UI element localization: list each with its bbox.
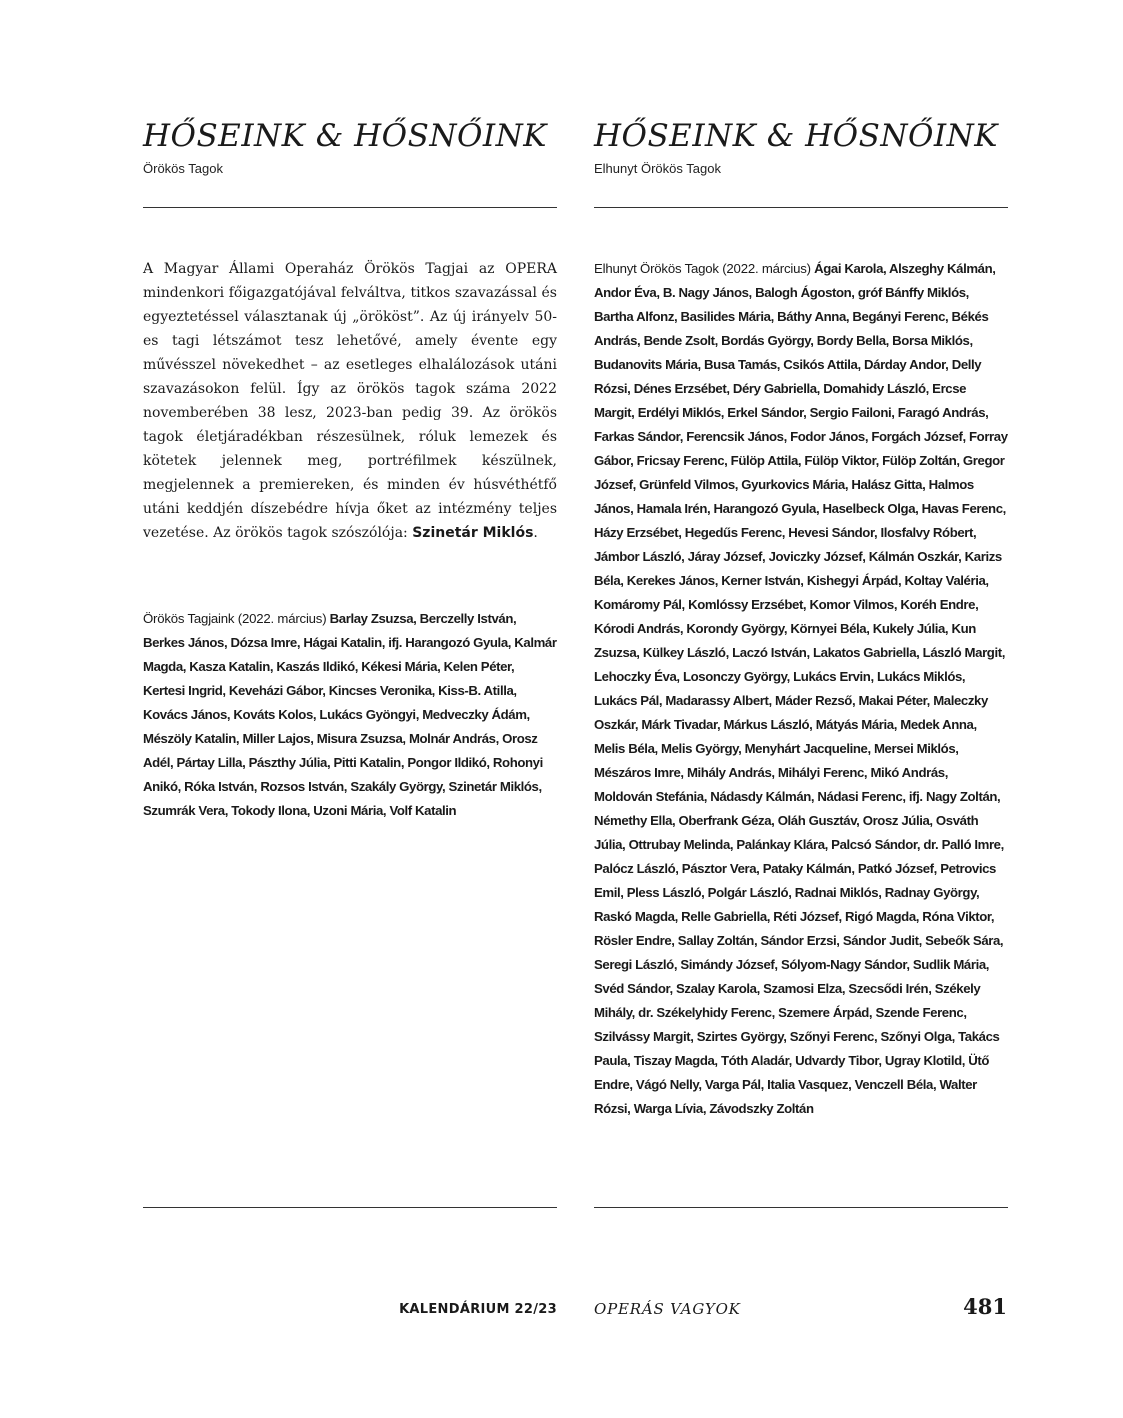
left-bottom-rule — [143, 1207, 557, 1208]
page-footer — [0, 1294, 1123, 1322]
intro-end: . — [533, 525, 538, 541]
deceased-list-lead: Elhunyt Örökös Tagok (2022. március) — [594, 261, 811, 276]
right-bottom-rule — [594, 1207, 1008, 1208]
deceased-list-names: Ágai Karola, Alszeghy Kálmán, Andor Éva, B. Nagy János, Balogh Ágoston, gróf Bánffy Miklós, Bartha Alfonz, Basilides Mária, Báthy Anna, Begányi Ferenc, Békés András, Bende Zsolt, Bordás György, Bordy Bella, Borsa Miklós, Budanovits Mária, Busa Tamás, Csikós Attila, Dárday Andor, Delly Rózsi, Dénes Erzsébet, Déry Gabriella, Domahidy László, Ercse Margit, Erdélyi Miklós, Erkel Sándor, Sergio Failoni, Faragó András, Farkas Sándor, Ferencsik János, Fodor János, Forgách József, Forray Gábor, Fricsay Ferenc, Fülöp Attila, Fülöp Viktor, Fülöp Zoltán, Gregor József, Grünfeld Vilmos, Gyurkovics Mária, Halász Gitta, Halmos János, Hamala Irén, Harangozó Gyula, Haselbeck Olga, Havas Ferenc, Házy Erzsébet, Hegedűs Ferenc, Hevesi Sándor, Ilosfalvy Róbert, Jámbor László, Járay József, Joviczky József, Kálmán Oszkár, Karizs Béla, Kerekes János, Kerner István, Kishegyi Árpád, Koltay Valéria, Komáromy Pál, Komlóssy Erzsébet, Komor Vilmos, Koréh Endre, Kórodi András, Korondy György, Környei Béla, Kukely Júlia, Kun Zsuzsa, Külkey László, Laczó István, Lakatos Gabriella, László Margit, Lehoczky Éva, Losonczy György, Lukács Ervin, Lukács Miklós, Lukács Pál, Madarassy Albert, Máder Rezső, Makai Péter, Maleczky Oszkár, Márk Tivadar, Márkus László, Mátyás Mária, Medek Anna, Melis Béla, Melis György, Menyhárt Jacqueline, Mersei Miklós, Mészáros Imre, Mihály András, Mihályi Ferenc, Mikó András, Moldován Stefánia, Nádasdy Kálmán, Nádasi Ferenc, ifj. Nagy Zoltán, Némethy Ella, Oberfrank Géza, Oláh Gusztáv, Orosz Júlia, Osváth Júlia, Ottrubay Melinda, Palánkay Klára, Palcsó Sándor, dr. Palló Imre, Palócz László, Pásztor Vera, Pataky Kálmán, Patkó József, Petrovics Emil, Pless László, Polgár László, Radnai Miklós, Radnay György, Raskó Magda, Relle Gabriella, Réti József, Rigó Magda, Róna Viktor, Rösler Endre, Sallay Zoltán, Sándor Erzsi, Sándor Judit, Sebeők Sára, Seregi László, Simándy József, Sólyom-Nagy Sándor, Sudlik Mária, Svéd Sándor, Szalay Karola, Szamosi Elza, Szecsődi Irén, Székely Mihály, dr. Székelyhidy Ferenc, Szemere Árpád, Szende Ferenc, Szilvássy Margit, Szirtes György, Szőnyi Ferenc, Szőnyi Olga, Takács Paula, Tiszay Magda, Tóth Aladár, Udvardy Tibor, Ugray Klotild, Ütő Endre, Vágó Nelly, Varga Pál, Italia Vasquez, Venczell Béla, Walter Rózsi, Warga Lívia, Závodszky Zoltán — [594, 261, 1008, 1116]
intro-paragraph — [143, 257, 557, 545]
right-subtitle: Elhunyt Örökös Tagok — [594, 161, 721, 176]
members-list-names: Barlay Zsuzsa, Berczelly István, Berkes János, Dózsa Imre, Hágai Katalin, ifj. Harangozó Gyula, Kalmár Magda, Kasza Katalin, Kaszás Ildikó, Kékesi Mária, Kelen Péter, Kertesi Ingrid, Keveházi Gábor, Kincses Veronika, Kiss-B. Atilla, Kovács János, Kováts Kolos, Lukács Gyöngyi, Medveczky Ádám, Mészöly Katalin, Miller Lajos, Misura Zsuzsa, Molnár András, Orosz Adél, Pártay Lilla, Pászthy Júlia, Pitti Katalin, Pongor Ildikó, Rohonyi Anikó, Róka István, Rozsos István, Szakály György, Szinetár Miklós, Szumrák Vera, Tokody Ilona, Uzoni Mária, Volf Katalin — [143, 611, 557, 818]
right-title: HŐSEINK & HŐSNŐINK — [594, 118, 998, 154]
left-subtitle: Örökös Tagok — [143, 161, 223, 176]
page-number: 481 — [963, 1294, 1007, 1319]
deceased-members-list — [594, 257, 1008, 1121]
right-top-rule — [594, 207, 1008, 208]
left-title: HŐSEINK & HŐSNŐINK — [143, 118, 547, 154]
footer-magazine: OPERÁS VAGYOK — [594, 1300, 741, 1318]
members-list-lead: Örökös Tagjaink (2022. március) — [143, 611, 327, 626]
footer-calendar: KALENDÁRIUM 22/23 — [399, 1302, 557, 1317]
intro-text: A Magyar Állami Operaház Örökös Tagjai az OPERA mindenkori főigazgatójával felváltva, titkos szavazással és egyeztetéssel választanak új „örököst”. Az új irányelv 50-es tagi létszámot tesz lehetővé, amely évente egy művésszel növekedhet – az esetleges elhalálozások utáni szavazásokon felül. Így az örökös tagok száma 2022 novemberében 38 lesz, 2023-ban pedig 39. Az örökös tagok életjáradékban részesülnek, róluk lemezek és kötetek jelennek meg, portréfilmek készülnek, megjelennek a premiereken, és minden év húsvéthétfő utáni keddjén díszebédre hívja őket az intézmény teljes vezetése. Az örökös tagok szószólója: — [143, 261, 557, 541]
left-top-rule — [143, 207, 557, 208]
members-list — [143, 607, 557, 823]
spokesperson-name: Szinetár Miklós — [412, 525, 534, 541]
